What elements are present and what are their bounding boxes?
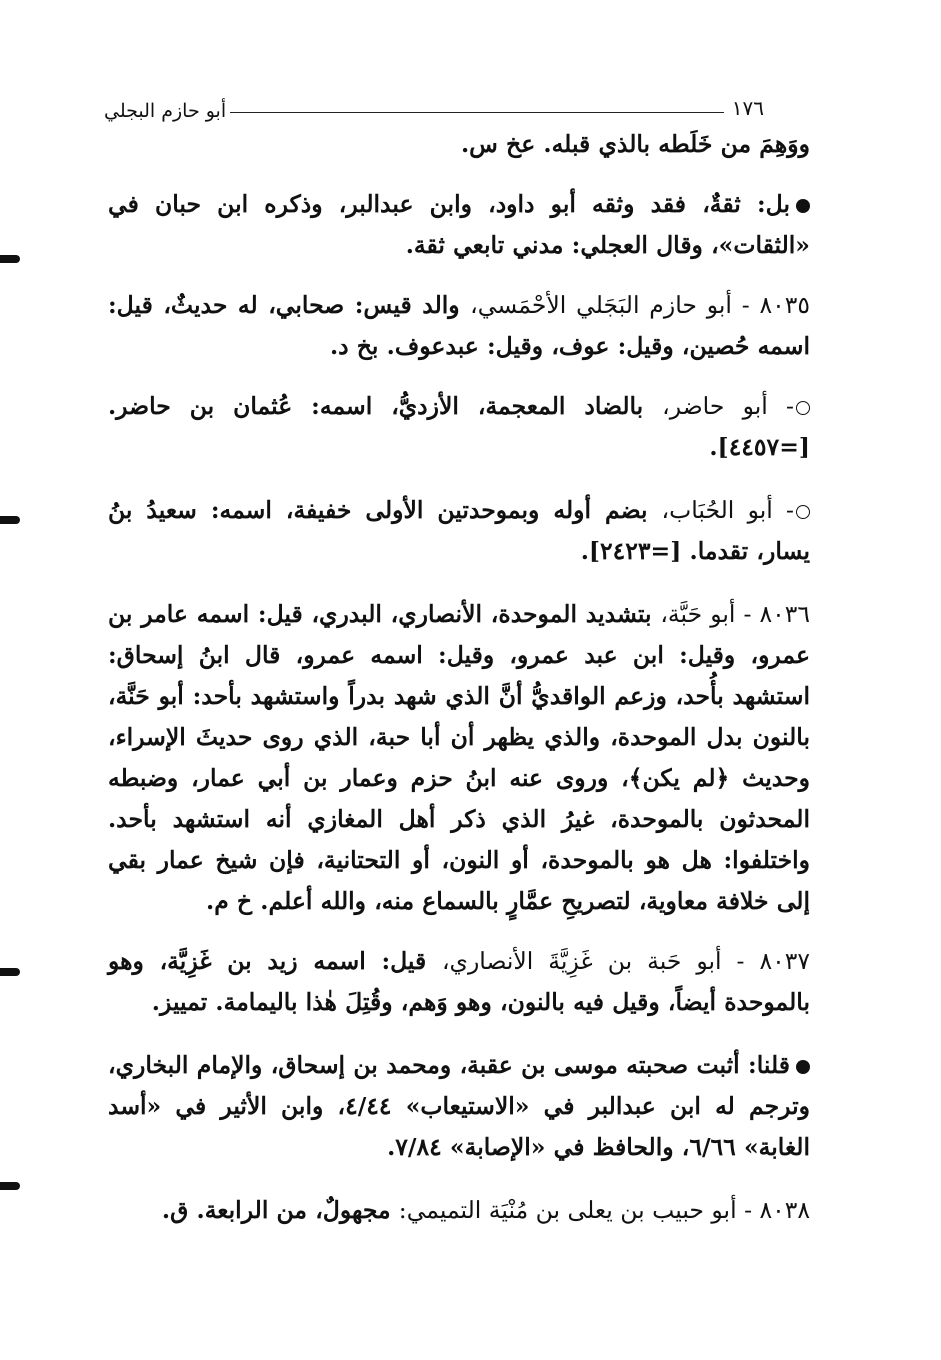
- entry-text: مجهولٌ، من الرابعة. ق.: [161, 1196, 399, 1224]
- margin-mark: [0, 968, 20, 976]
- header-rule: [230, 112, 724, 113]
- entry-text: بتشديد الموحدة، الأنصاري، البدري، قيل: اسمه عامر بن عمرو، وقيل: ابن عبد عمرو، وقيل: اسمه عمرو، قال ابنُ إسحاق: استشهد بأُحد، وزعم الواقديُّ أنَّ الذي شهد بدراً واستشهد بأحد: أبو حَنَّة، بالنون بدل الموحدة، والذي يظهر أن أبا حبة، الذي روى حديثَ الإسراء، وحديث ﴿لم يكن﴾، وروى عنه ابنُ حزم وعمار بن أبي عمار، وضبطه المحدثون بالموحدة، غيرُ الذي ذكر أهل المغازي أنه استشهد بأحد. واختلفوا: هل هو بالموحدة، أو النون، أو التحتانية، فإن شيخ عمار بقي إلى خلافة معاوية، لتصريحِ عمَّارٍ بالسماع منه، والله أعلم. خ م.: [108, 600, 810, 915]
- running-header: [104, 82, 764, 122]
- entry-heading: ٨٠٣٧ - أبو حَبة بن غَزِيَّةَ الأنصاري،: [441, 947, 810, 975]
- circle-marker-icon: [796, 401, 810, 415]
- entry-heading: ٨٠٣٥ - أبو حازم البَجَلي الأحْمَسي،: [470, 291, 810, 319]
- entry-8035: [108, 285, 810, 367]
- entry-text: والد قيس: صحابي، له حديثٌ، قيل: اسمه حُصين، وقيل: عوف، وقيل: عبدعوف. بخ د.: [108, 291, 810, 360]
- entry-text: قيل: اسمه زيد بن غَزِيَّة، وهو بالموحدة أيضاً، وقيل فيه بالنون، وهو وَهم، وقُتِلَ هٰذا باليمامة. تمييز.: [108, 947, 810, 1016]
- margin-mark: [0, 255, 20, 263]
- entry-text: بضم أوله وبموحدتين الأولى خفيفة، اسمه: سعيدُ بنُ يسار، تقدما. [=٢٤٢٣].: [108, 496, 810, 565]
- entry-heading: - أبو حاضر،: [662, 392, 794, 420]
- entry-heading: - أبو الحُبَاب،: [661, 496, 794, 524]
- entry-8038: [108, 1190, 810, 1231]
- page-body: [108, 124, 810, 1231]
- paragraph-continuation: ووَهِمَ من خَلَطه بالذي قبله. عخ س.: [460, 130, 810, 158]
- entry-text: بالضاد المعجمة، الأزديُّ، اسمه: عُثمان بن حاضر. [=٤٤٥٧].: [108, 392, 810, 461]
- entry-8037: [108, 941, 810, 1023]
- running-title: أبو حازم البجلي: [104, 100, 227, 122]
- margin-mark: [0, 516, 20, 524]
- editor-note: [108, 184, 810, 266]
- entry-8036: [108, 594, 810, 922]
- entry-abu-al-hubab: [108, 490, 810, 572]
- editor-note-text: قلنا: أثبت صحبته موسى بن عقبة، ومحمد بن إسحاق، والإمام البخاري، وترجم له ابن عبدالبر في «الاستيعاب» ٤/٤٤، وابن الأثير في «أسد الغابة» ٦/٦٦، والحافظ في «الإصابة» ٧/٨٤.: [108, 1051, 810, 1161]
- entry-abu-hadir: [108, 386, 810, 468]
- entry-heading: ٨٠٣٨ - أبو حبيب بن يعلى بن مُنْيَة التميمي:: [398, 1196, 810, 1224]
- circle-marker-icon: [796, 505, 810, 519]
- editor-note: [108, 1045, 810, 1168]
- page-number: ١٧٦: [731, 96, 764, 120]
- margin-mark: [0, 1182, 20, 1190]
- bullet-icon: [796, 199, 810, 213]
- entry-heading: ٨٠٣٦ - أبو حَبَّة،: [660, 600, 810, 628]
- bullet-icon: [796, 1060, 810, 1074]
- editor-note-text: بل: ثقةٌ، فقد وثقه أبو داود، وابن عبدالبر، وذكره ابن حبان في «الثقات»، وقال العجلي: مدني تابعي ثقة.: [108, 190, 810, 259]
